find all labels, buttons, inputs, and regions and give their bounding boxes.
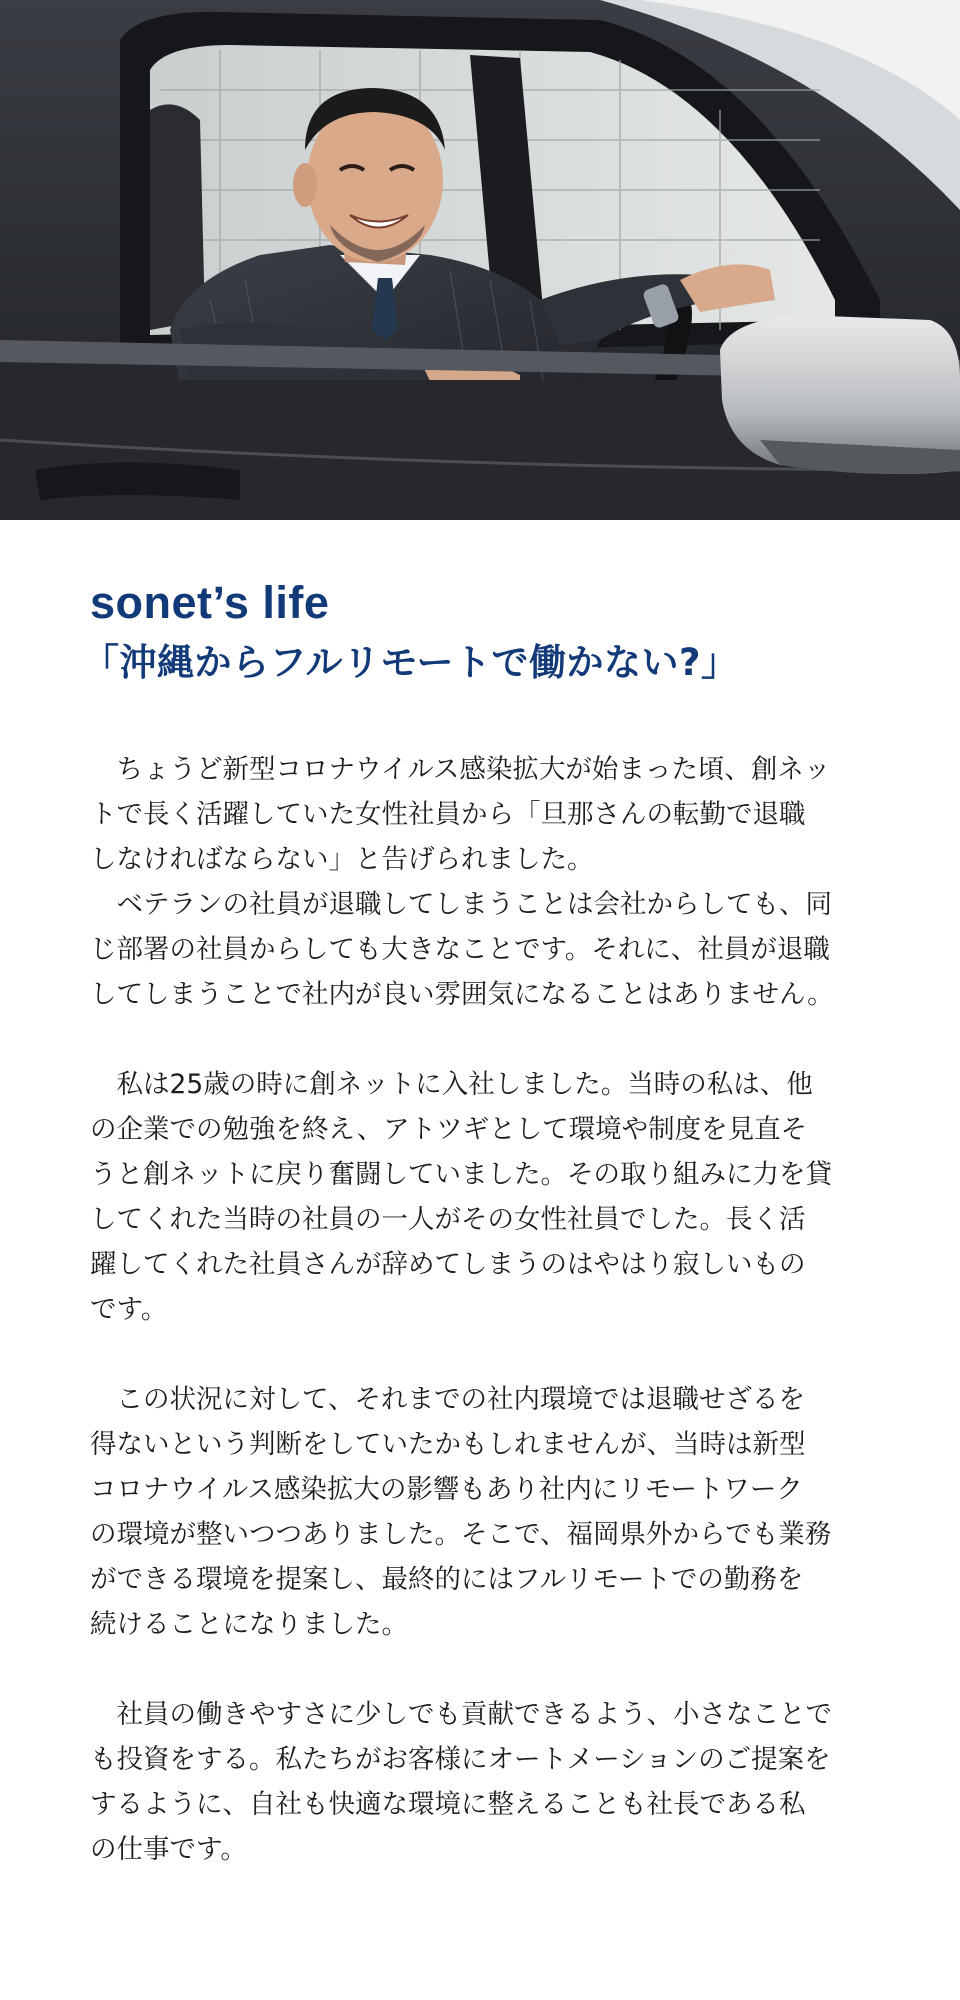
paragraph-line: 社員の働きやすさに少しでも貢献できるよう、小さなことで bbox=[116, 1699, 832, 1730]
article-body bbox=[90, 747, 870, 1872]
paragraph-line: 躍してくれた社員さんが辞めてしまうのはやはり寂しいもの bbox=[90, 1249, 806, 1280]
car-driver-illustration bbox=[0, 0, 960, 520]
paragraph-line: の企業での勉強を終え、アトツギとして環境や制度を見直そ bbox=[90, 1114, 808, 1145]
paragraph-line: しなければならない」と告げられました。 bbox=[90, 844, 594, 875]
paragraph-line: です。 bbox=[90, 1294, 168, 1325]
paragraph-1 bbox=[90, 747, 870, 882]
paragraph-line: ベテランの社員が退職してしまうことは会社からしても、同 bbox=[116, 889, 832, 920]
paragraph-line: してくれた当時の社員の一人がその女性社員でした。長く活 bbox=[90, 1204, 806, 1235]
paragraph-line: してしまうことで社内が良い雰囲気になることはありません。 bbox=[90, 979, 834, 1010]
paragraph-line: も投資をする。私たちがお客様にオートメーションのご提案を bbox=[90, 1744, 831, 1775]
paragraph-line: 私は25歳の時に創ネットに入社しました。当時の私は、他 bbox=[116, 1069, 813, 1100]
paragraph-line: うと創ネットに戻り奮闘していました。その取り組みに力を貸 bbox=[90, 1159, 832, 1190]
hero-photo bbox=[0, 0, 960, 520]
paragraph-line: ができる環境を提案し、最終的にはフルリモートでの勤務を bbox=[90, 1564, 804, 1595]
paragraph-line: するように、自社も快適な環境に整えることも社長である私 bbox=[90, 1789, 806, 1820]
paragraph-line: この状況に対して、それまでの社内環境では退職せざるを bbox=[116, 1384, 805, 1415]
paragraph-3 bbox=[90, 1062, 870, 1332]
paragraph-line: トで長く活躍していた女性社員から「旦那さんの転勤で退職 bbox=[90, 799, 806, 830]
article-title-en: sonet’s life bbox=[90, 577, 330, 628]
paragraph-5 bbox=[90, 1692, 870, 1872]
paragraph-line: じ部署の社員からしても大きなことです。それに、社員が退職 bbox=[90, 934, 830, 965]
paragraph-line: コロナウイルス感染拡大の影響もあり社内にリモートワーク bbox=[90, 1474, 803, 1505]
paragraph-2 bbox=[90, 882, 870, 1017]
paragraph-line: 続けることになりました。 bbox=[90, 1609, 408, 1640]
paragraph-4 bbox=[90, 1377, 870, 1647]
paragraph-line: の仕事です。 bbox=[90, 1834, 247, 1865]
article bbox=[82, 575, 870, 1872]
paragraph-line: の環境が整いつつありました。そこで、福岡県外からでも業務 bbox=[90, 1519, 832, 1550]
article-title-jp: 「沖縄からフルリモートで働かない?」 bbox=[82, 641, 739, 684]
paragraph-line: ちょうど新型コロナウイルス感染拡大が始まった頃、創ネッ bbox=[116, 754, 831, 785]
paragraph-line: 得ないという判断をしていたかもしれませんが、当時は新型 bbox=[90, 1429, 806, 1460]
